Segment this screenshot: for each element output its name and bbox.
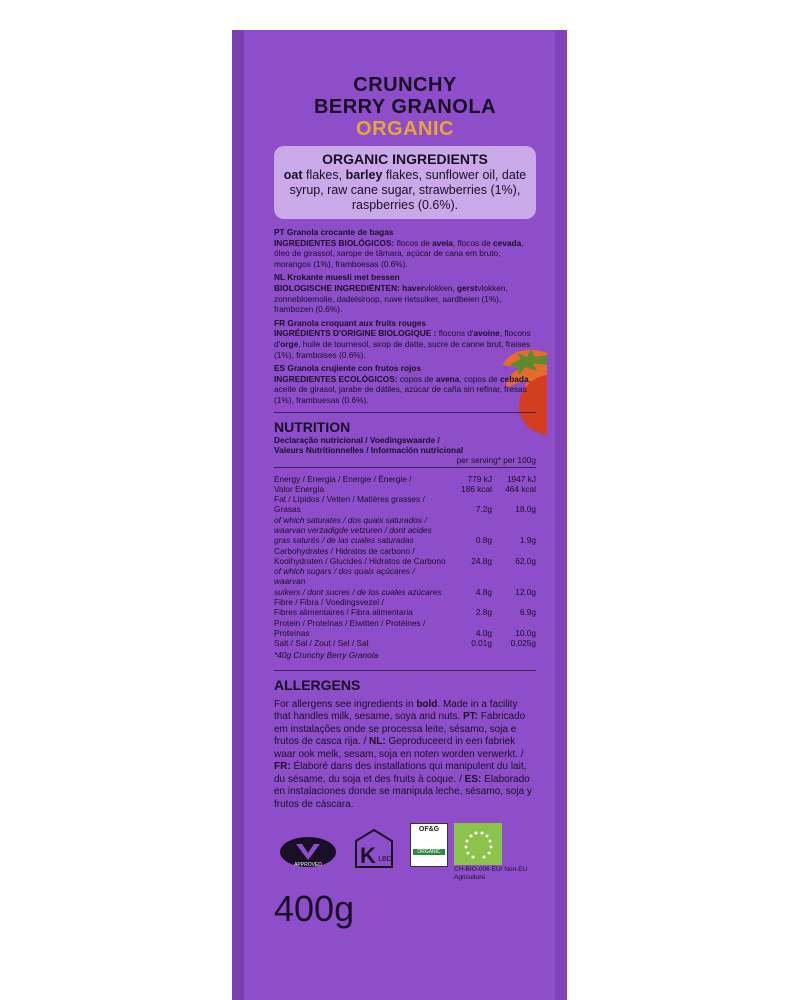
nutrient-label: of which saturates / dos quais saturados / [274, 514, 427, 525]
per-100g-value [496, 515, 536, 525]
per-100g-value: 18.0g [515, 504, 536, 515]
pt-text: , óleo de girassol, xarope de tâmara, açúcar de cana em bruto, morangos (1%), framboesas (0.6%). [274, 237, 524, 269]
per-100g-value [496, 566, 536, 587]
nutrition-row [274, 474, 536, 484]
nutrition-row [274, 535, 536, 545]
allergens-bold: bold [416, 698, 438, 710]
organic-label: ORGANIC [356, 118, 454, 140]
nutrient-label: Energy / Energia / Energie / Énergie / [274, 473, 412, 484]
divider [274, 467, 536, 468]
fr-heading: INGRÉDIENTS D'ORIGINE BIOLOGIQUE : [274, 328, 437, 339]
net-weight: 400g [274, 888, 355, 930]
nutrition-row [274, 607, 536, 617]
per-serving-value [448, 618, 496, 628]
fr-text: , huile de tournesol, sirop de datte, sucre de canne brut, fraises (1%), framboises (0.6%). [274, 338, 531, 360]
allergens-text [274, 699, 536, 812]
es-text: , aceite de girasol, jarabe de dátiles, azúcar de caña sin refinar, fresas (1%), frambuesas (0.6%). [274, 373, 531, 405]
ingredients-panel [274, 146, 536, 219]
pt-text: , flocos de [452, 237, 494, 248]
nutrition-row [274, 484, 536, 494]
per-100g-value [496, 618, 536, 628]
product-title [274, 74, 536, 118]
per-100g-value [496, 525, 536, 535]
allergens-nl-code: NL: [369, 736, 386, 748]
klbd-k: K [360, 843, 376, 869]
nutrition-row [274, 515, 536, 525]
fr-title: FR Granola croquant aux fruits rouges [274, 317, 427, 328]
per-serving-value: 4.8g [475, 586, 492, 597]
es-bold: avena [435, 373, 460, 384]
ofg-bottom-text: ORGANIC [413, 849, 445, 855]
nutrition-per-serving-header: per serving* per 100g [456, 454, 536, 465]
nl-bold: gerst [457, 282, 478, 293]
multilingual-ingredients [274, 227, 536, 406]
nutrient-label: gras saturés / de las cuales saturadas [274, 535, 414, 546]
nutrition-table [274, 474, 536, 649]
per-serving-value: 0.01g [471, 638, 492, 649]
nutrient-label: Valor Energía [274, 483, 325, 494]
fr-bold: avoine [473, 328, 500, 339]
nutrient-label: Carbohydrates / Hidratos de carbono / [274, 545, 415, 556]
nutrition-subtitle-1: Declaração nutricional / Voedingswaarde / [274, 434, 440, 445]
per-serving-value: 24.8g [471, 555, 492, 566]
nutrient-label: Fat / Lípidos / Vetten / Matières grasses / [274, 494, 425, 505]
ingredient-bold: barley [345, 168, 383, 182]
nl-title: NL Krokante muesli met bessen [274, 272, 400, 283]
per-100g-value: 62.0g [515, 555, 536, 566]
eu-organic-code: CH-BIO-006 EU/ Non-EU Agriculture [454, 866, 528, 881]
nutrition-heading: NUTRITION [274, 418, 351, 435]
per-serving-value [448, 494, 496, 504]
es-ingredients [274, 363, 536, 405]
vegan-approved-text: APPROVED [294, 862, 322, 869]
klbd-text: LBD [378, 856, 392, 864]
ingredient-text: flakes, [302, 168, 346, 182]
package-left-edge [232, 30, 244, 1000]
ingredient-text: flakes, sunflower oil, date syrup, raw cane sugar, strawberries (1%), raspberries (0.6%). [289, 168, 527, 212]
per-serving-value [448, 546, 496, 556]
pt-ingredients [274, 227, 536, 269]
es-bold: cebada [499, 373, 529, 384]
nutrition-subtitle-2: Valeurs Nutritionnelles / Información nutricional [274, 444, 464, 455]
fr-ingredients [274, 318, 536, 360]
allergens-es-code: ES: [464, 773, 482, 785]
ingredient-bold: oat [283, 168, 303, 182]
nutrient-label: Fibres alimentaires / Fibra alimentaria [274, 607, 413, 618]
nutrition-row [274, 504, 536, 514]
nl-text: vlokken, [424, 282, 458, 293]
ofg-organic-icon [410, 823, 448, 867]
pt-text: flocos de [394, 237, 433, 248]
nutrition-footnote: *40g Crunchy Berry Granola [274, 649, 379, 660]
fr-text: flocons d' [436, 328, 474, 339]
per-serving-value: 2.8g [475, 607, 492, 618]
vegan-approved-icon [278, 835, 338, 869]
allergens-fr: Élaboré dans des installations qui manipulent du lait, du sésame, du soja et des fruits à coque. / [274, 761, 527, 785]
nutrient-label: of which sugars / dos quais açúcares / waarvan [274, 566, 415, 587]
per-serving-value: 186 kcal [461, 483, 492, 494]
per-100g-value: 0.025g [510, 638, 536, 649]
nutrition-row [274, 525, 536, 535]
nutrition-row [274, 628, 536, 638]
allergens-nl: Geproduceerd in een fabriek waar ook melk, sesam, soja en noten worden verwerkt. / [274, 736, 524, 760]
nutrition-row [274, 638, 536, 648]
per-100g-value [496, 597, 536, 607]
nl-bold: haver [402, 282, 425, 293]
nutrition-row [274, 618, 536, 628]
allergens-es: Elaborado en instalaciones donde se manipula leche, sésamo, soja y frutos de cáscara. [274, 773, 532, 810]
divider [274, 670, 536, 671]
pt-bold: aveia [432, 237, 453, 248]
fr-text: , flocons d' [274, 328, 531, 349]
allergens-text-part: For allergens see ingredients in [274, 698, 417, 710]
per-serving-value [448, 566, 496, 587]
per-100g-value: 1947 kJ [506, 473, 536, 484]
ofg-top-text: OF&G [418, 826, 440, 834]
nl-text: vlokken, zonnebloemolie, dadelsiroop, ruwe rietsuiker, aardbeien (1%), frambozen (0.6%). [274, 282, 508, 315]
eu-organic-leaf-icon [454, 823, 502, 865]
es-text: copos de [397, 373, 436, 384]
per-100g-value: 12.0g [515, 586, 536, 597]
divider [274, 412, 536, 413]
es-text: , copos de [459, 373, 500, 384]
nutrient-label: Salt / Sal / Zout / Sel / Sal [274, 638, 369, 649]
nutrition-row [274, 587, 536, 597]
per-serving-value: 0.8g [475, 535, 492, 546]
package-right-edge [555, 30, 567, 1000]
per-100g-value: 10.0g [515, 627, 536, 638]
nutrient-label: Grasas [274, 504, 301, 515]
allergens-fr-code: FR: [274, 761, 291, 773]
nutrient-label: Proteínas [274, 627, 310, 638]
per-100g-value: 6.9g [519, 607, 536, 618]
fr-bold: orge [280, 338, 299, 349]
nutrition-row [274, 566, 536, 587]
per-serving-value: 4.0g [475, 627, 492, 638]
back-panel [274, 40, 536, 929]
es-title: ES Granola crujiente con frutos rojos [274, 363, 422, 374]
ingredients-heading: ORGANIC INGREDIENTS [322, 151, 488, 167]
title-line-2: BERRY GRANOLA [313, 96, 497, 118]
nutrition-row [274, 597, 536, 607]
nutrient-label: Koolhydraten / Glucides / Hidratos de Carbono [274, 555, 446, 566]
nutrient-label: Fibre / Fibra / Voedingsvezel / [274, 597, 384, 608]
nutrition-row [274, 494, 536, 504]
klbd-kosher-icon [352, 827, 396, 871]
certification-logos [274, 823, 536, 879]
per-100g-value: 464 kcal [505, 483, 536, 494]
per-serving-value [448, 525, 496, 535]
es-heading: INGREDIENTES ECOLÓGICOS: [274, 373, 398, 384]
nutrient-label: suikers / dont sucres / de los cuales azúcares [274, 586, 442, 597]
nutrient-label: waarvan verzadigde vetzuren / dont acides [274, 524, 432, 535]
title-line-1: CRUNCHY [353, 74, 457, 96]
pt-bold: cevada [493, 237, 522, 248]
pt-title: PT Granola crocante de bagas [274, 227, 394, 237]
nutrient-label: Protein / Proteínas / Eiwitten / Protéines / [274, 617, 426, 628]
nutrition-row [274, 556, 536, 566]
per-100g-value [496, 494, 536, 504]
nl-ingredients [274, 272, 536, 314]
per-serving-value [448, 515, 496, 525]
per-100g-value: 1.9g [519, 535, 536, 546]
allergens-heading: ALLERGENS [274, 676, 361, 693]
per-serving-value: 7.2g [475, 504, 492, 515]
per-serving-value [448, 597, 496, 607]
ingredients-text [280, 168, 530, 213]
nutrition-row [274, 546, 536, 556]
allergens-pt-code: PT: [463, 711, 478, 723]
allergens-pt: Fabricado em instalações onde se processa leite, sésamo, soja e frutos de casca rija. / [274, 711, 526, 748]
nl-heading: BIOLOGISCHE INGREDIËNTEN: [274, 282, 400, 293]
per-100g-value [496, 546, 536, 556]
pt-heading: INGREDIENTES BIOLÓGICOS: [274, 237, 395, 248]
per-serving-value: 779 kJ [467, 473, 492, 484]
allergens-text-part: . Made in a facility that handles milk, sesame, soya and nuts. [274, 698, 518, 723]
